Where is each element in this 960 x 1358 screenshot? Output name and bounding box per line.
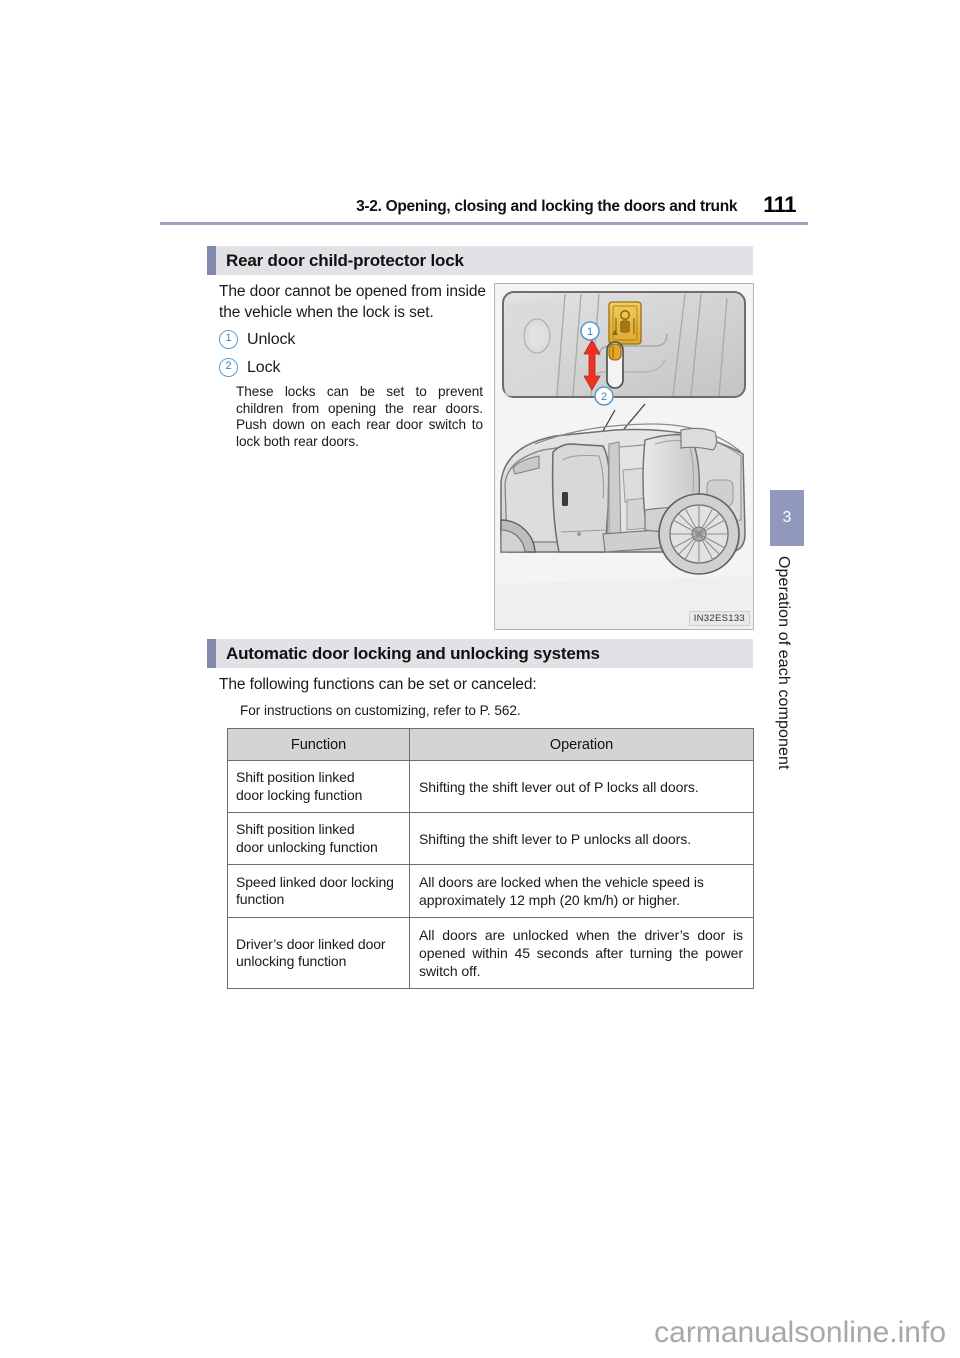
- door-edge-closeup-group: [503, 292, 745, 405]
- cell-operation: Shifting the shift lever to P unlocks all doors.: [410, 813, 754, 865]
- section-heading-auto-lock: [207, 639, 753, 668]
- callout-number-1-icon: 1: [219, 330, 238, 349]
- auto-lock-customizing-note: For instructions on customizing, refer to P. 562.: [240, 703, 521, 718]
- callout-number-2-icon: 2: [219, 358, 238, 377]
- vehicle-open-door-group: [495, 404, 753, 629]
- cell-operation: All doors are unlocked when the driver’s door is opened within 45 seconds after turning the power switch off.: [410, 918, 754, 989]
- table-header-row: [228, 729, 754, 761]
- header-title: 3-2. Opening, closing and locking the doors and trunk: [356, 198, 738, 215]
- column-header-function: Function: [228, 729, 410, 761]
- heading-accent-bar: [207, 639, 216, 668]
- cell-operation: All doors are locked when the vehicle speed is approximately 12 mph (20 km/h) or higher.: [410, 865, 754, 918]
- illustration-callout-2: [595, 387, 613, 405]
- child-lock-note-text: These locks can be set to prevent children from opening the rear doors. Push down on each rear door switch to lock both rear doors.: [236, 384, 483, 449]
- table-row: [228, 865, 754, 918]
- auto-lock-intro-text: The following functions can be set or canceled:: [219, 676, 537, 693]
- svg-text:2: 2: [600, 391, 608, 403]
- child-lock-illustration: [494, 283, 754, 630]
- svg-text:1: 1: [586, 326, 594, 338]
- illustration-drawing: [495, 284, 753, 629]
- section-heading-child-lock: [207, 246, 753, 275]
- illustration-callout-1: [581, 322, 599, 340]
- cell-function: Shift position linked door unlocking function: [228, 813, 410, 865]
- table-row: [228, 813, 754, 865]
- rear-wheel: [659, 494, 739, 574]
- cell-function: Speed linked door locking function: [228, 865, 410, 918]
- callout-item-unlock: [219, 327, 487, 352]
- table-body: [228, 761, 754, 989]
- callout-label-unlock: Unlock: [247, 330, 296, 348]
- page-number: 111: [763, 192, 796, 217]
- child-lock-callout-list: [219, 327, 487, 383]
- lock-slider-switch-icon: [607, 342, 623, 388]
- table-row: [228, 761, 754, 813]
- child-lock-intro-text: The door cannot be opened from inside the vehicle when the lock is set.: [219, 283, 486, 321]
- callout-label-lock: Lock: [247, 358, 281, 376]
- chapter-tab[interactable]: [770, 490, 804, 546]
- section-heading-text: Rear door child-protector lock: [226, 250, 464, 270]
- callout-item-lock: [219, 355, 487, 380]
- chapter-label: Operation of each component: [775, 556, 792, 770]
- section-heading-text: Automatic door locking and unlocking systems: [226, 643, 600, 663]
- illustration-caption: IN32ES133: [689, 611, 750, 626]
- page-header: [160, 186, 800, 216]
- column-header-operation: Operation: [410, 729, 754, 761]
- function-operation-table: [227, 728, 754, 989]
- cell-operation: Shifting the shift lever out of P locks all doors.: [410, 761, 754, 813]
- child-lock-warning-label-icon: [609, 302, 641, 344]
- chapter-tab-number: 3: [782, 509, 792, 526]
- site-watermark: carmanualsonline.info: [654, 1316, 946, 1349]
- table-row: [228, 918, 754, 989]
- heading-accent-bar: [207, 246, 216, 275]
- cell-function: Driver’s door linked door unlocking function: [228, 918, 410, 989]
- header-divider-rule: [160, 222, 808, 225]
- cell-function: Shift position linked door locking function: [228, 761, 410, 813]
